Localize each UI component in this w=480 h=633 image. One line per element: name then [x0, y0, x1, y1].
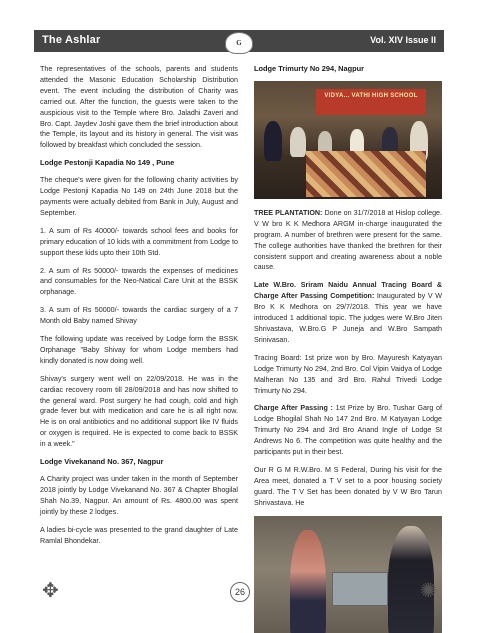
- paragraph: The following update was received by Lodge form the BSSK Orphanage "Baby Shivay for whom Lodge members had kindly donated is now doing well.: [40, 335, 238, 365]
- tree-plantation-paragraph: [254, 208, 442, 273]
- person-figure: [264, 121, 282, 161]
- square-compass-icon: ✥: [42, 578, 59, 602]
- person-figure: [290, 530, 326, 633]
- tv-box: [332, 572, 388, 606]
- paragraph: Shivay's surgery went well on 22/09/2018. He was in the cardiac recovery room till 28/09/2018 and has now shifted to the general ward. Post surgery he had cough, cold and high grade fever but with medication and care he is all right now. He is on oral antibiotics and no additional support like IV fluids or oxygen is required. He is expected to come back to BSSK in a week.": [40, 374, 238, 449]
- paragraph: 1. A sum of Rs 40000/- towards school fees and books for primary education of 10 kids with a commitment from Lodge to support these kids upto their 10th Std.: [40, 226, 238, 257]
- paragraph: A ladies bi-cycle was presented to the grand daughter of Late Ramlal Bhondekar.: [40, 525, 238, 545]
- body-text: Done on 31/7/2018 at Hislop college. V W bro K K Medhora ARGM in-charge inaugurated the program. A number of brethren were present for the same. The college authorities have thanked the brethren for their consistent support and creating awareness about a noble cause.: [254, 208, 442, 272]
- school-banner: VIDYA... VATHI HIGH SCHOOL: [316, 89, 426, 115]
- emblem-letter: G: [236, 39, 242, 47]
- intro-paragraph: The representatives of the schools, parents and students attended the Masonic Education Scholarship Distribution event. The event including the distribution of Charity was carried out. After the function, the guests were taken to the auspicious visit to the Temple where Bro. Jaladhi Zaveri and Bro. Capt. Jaydev Joshi gave them the brief introduction about the Temple, its layout and its history in general. The visit was followed by breakfast which concluded the session.: [40, 65, 238, 150]
- person-figure: [290, 127, 306, 157]
- tv-donation-photo: [254, 516, 442, 633]
- tv-donation-paragraph: Our R G M R.W.Bro. M S Federal, During his visit for the Area meet, donated a T V set to a poor housing society guard. The T V Set has been donated by V W Bro Tarun Shrivastava. He: [254, 465, 442, 507]
- paragraph: A Charity project was under taken in the month of September 2018 jointly by Lodge Vivekanand No. 367 & Chapter Bhogilal Shah No.39, Nagpur. An amount of Rs. 4800.00 was spent jointly by these 2 lodges.: [40, 475, 238, 516]
- sun-seal-icon: ✺: [420, 578, 437, 602]
- heading-lodge-trimurty: Lodge Trimurty No 294, Nagpur: [254, 64, 365, 73]
- magazine-title: The Ashlar: [42, 34, 101, 46]
- school-event-photo: [254, 81, 442, 199]
- charge-passing-paragraph: [254, 403, 442, 458]
- lead-text: Late W.Bro. Sriram Naidu Annual Tracing Board & Charge After Passing Competition:: [254, 281, 442, 301]
- masonic-emblem-icon: [225, 32, 253, 54]
- body-text: 1st Prize by Bro. Tushar Garg of Lodge Bhogilal Shah No 147 2nd Bro. M Katyayan Lodge Trimurty No 294 and 3rd Bro Anand Ingle of Lodge St Andrews No 6. The competition was quite healthy and the participants put in their best.: [254, 404, 442, 457]
- left-column: [40, 64, 238, 553]
- volume-issue: Vol. XIV Issue II: [370, 35, 436, 45]
- paragraph: 3. A sum of Rs 50000/- towards the cardiac surgery of a 7 Month old Baby named Shivay: [40, 306, 238, 326]
- lead-text: TREE PLANTATION:: [254, 208, 323, 217]
- heading-lodge-vivekanand: Lodge Vivekanand No. 367, Nagpur: [40, 457, 164, 467]
- tracing-competition-paragraph: [254, 280, 442, 345]
- lead-text: Charge After Passing :: [254, 404, 333, 413]
- page-number: 26: [230, 582, 250, 602]
- heading-lodge-pestonji: Lodge Pestonji Kapadia No 149 , Pune: [40, 158, 175, 168]
- paragraph: The cheque's were given for the following charity activities by Lodge Pestonji Kapadia No 149 on 24th June 2018 but the payments were actually debited from Bank in July, August and September.: [40, 176, 238, 217]
- tracing-board-paragraph: Tracing Board: 1st prize won by Bro. Mayuresh Katyayan Lodge Trimurty No 294, 2nd Bro. Col Vipin Vaidya of Lodge Malheran No 135 and 3rd Bro. Rahul Trivedi Lodge Trimurty No 294.: [254, 353, 442, 395]
- patterned-cloth: [306, 151, 426, 197]
- body-text: Inaugurated by V W Bro K K Medhora on 29/7/2018. This year we have introduced 1 additional topic. The judges were W.Bro Jiten Shrivastava, W.Bro.G P Juneja and W.Bro Sampath Srinivasan.: [254, 292, 442, 344]
- paragraph: 2. A sum of Rs 50000/- towards the expenses of medicines and consumables for the Neo-Natical Care Unit at the BSSK orphanage.: [40, 266, 238, 297]
- right-column: [254, 64, 442, 633]
